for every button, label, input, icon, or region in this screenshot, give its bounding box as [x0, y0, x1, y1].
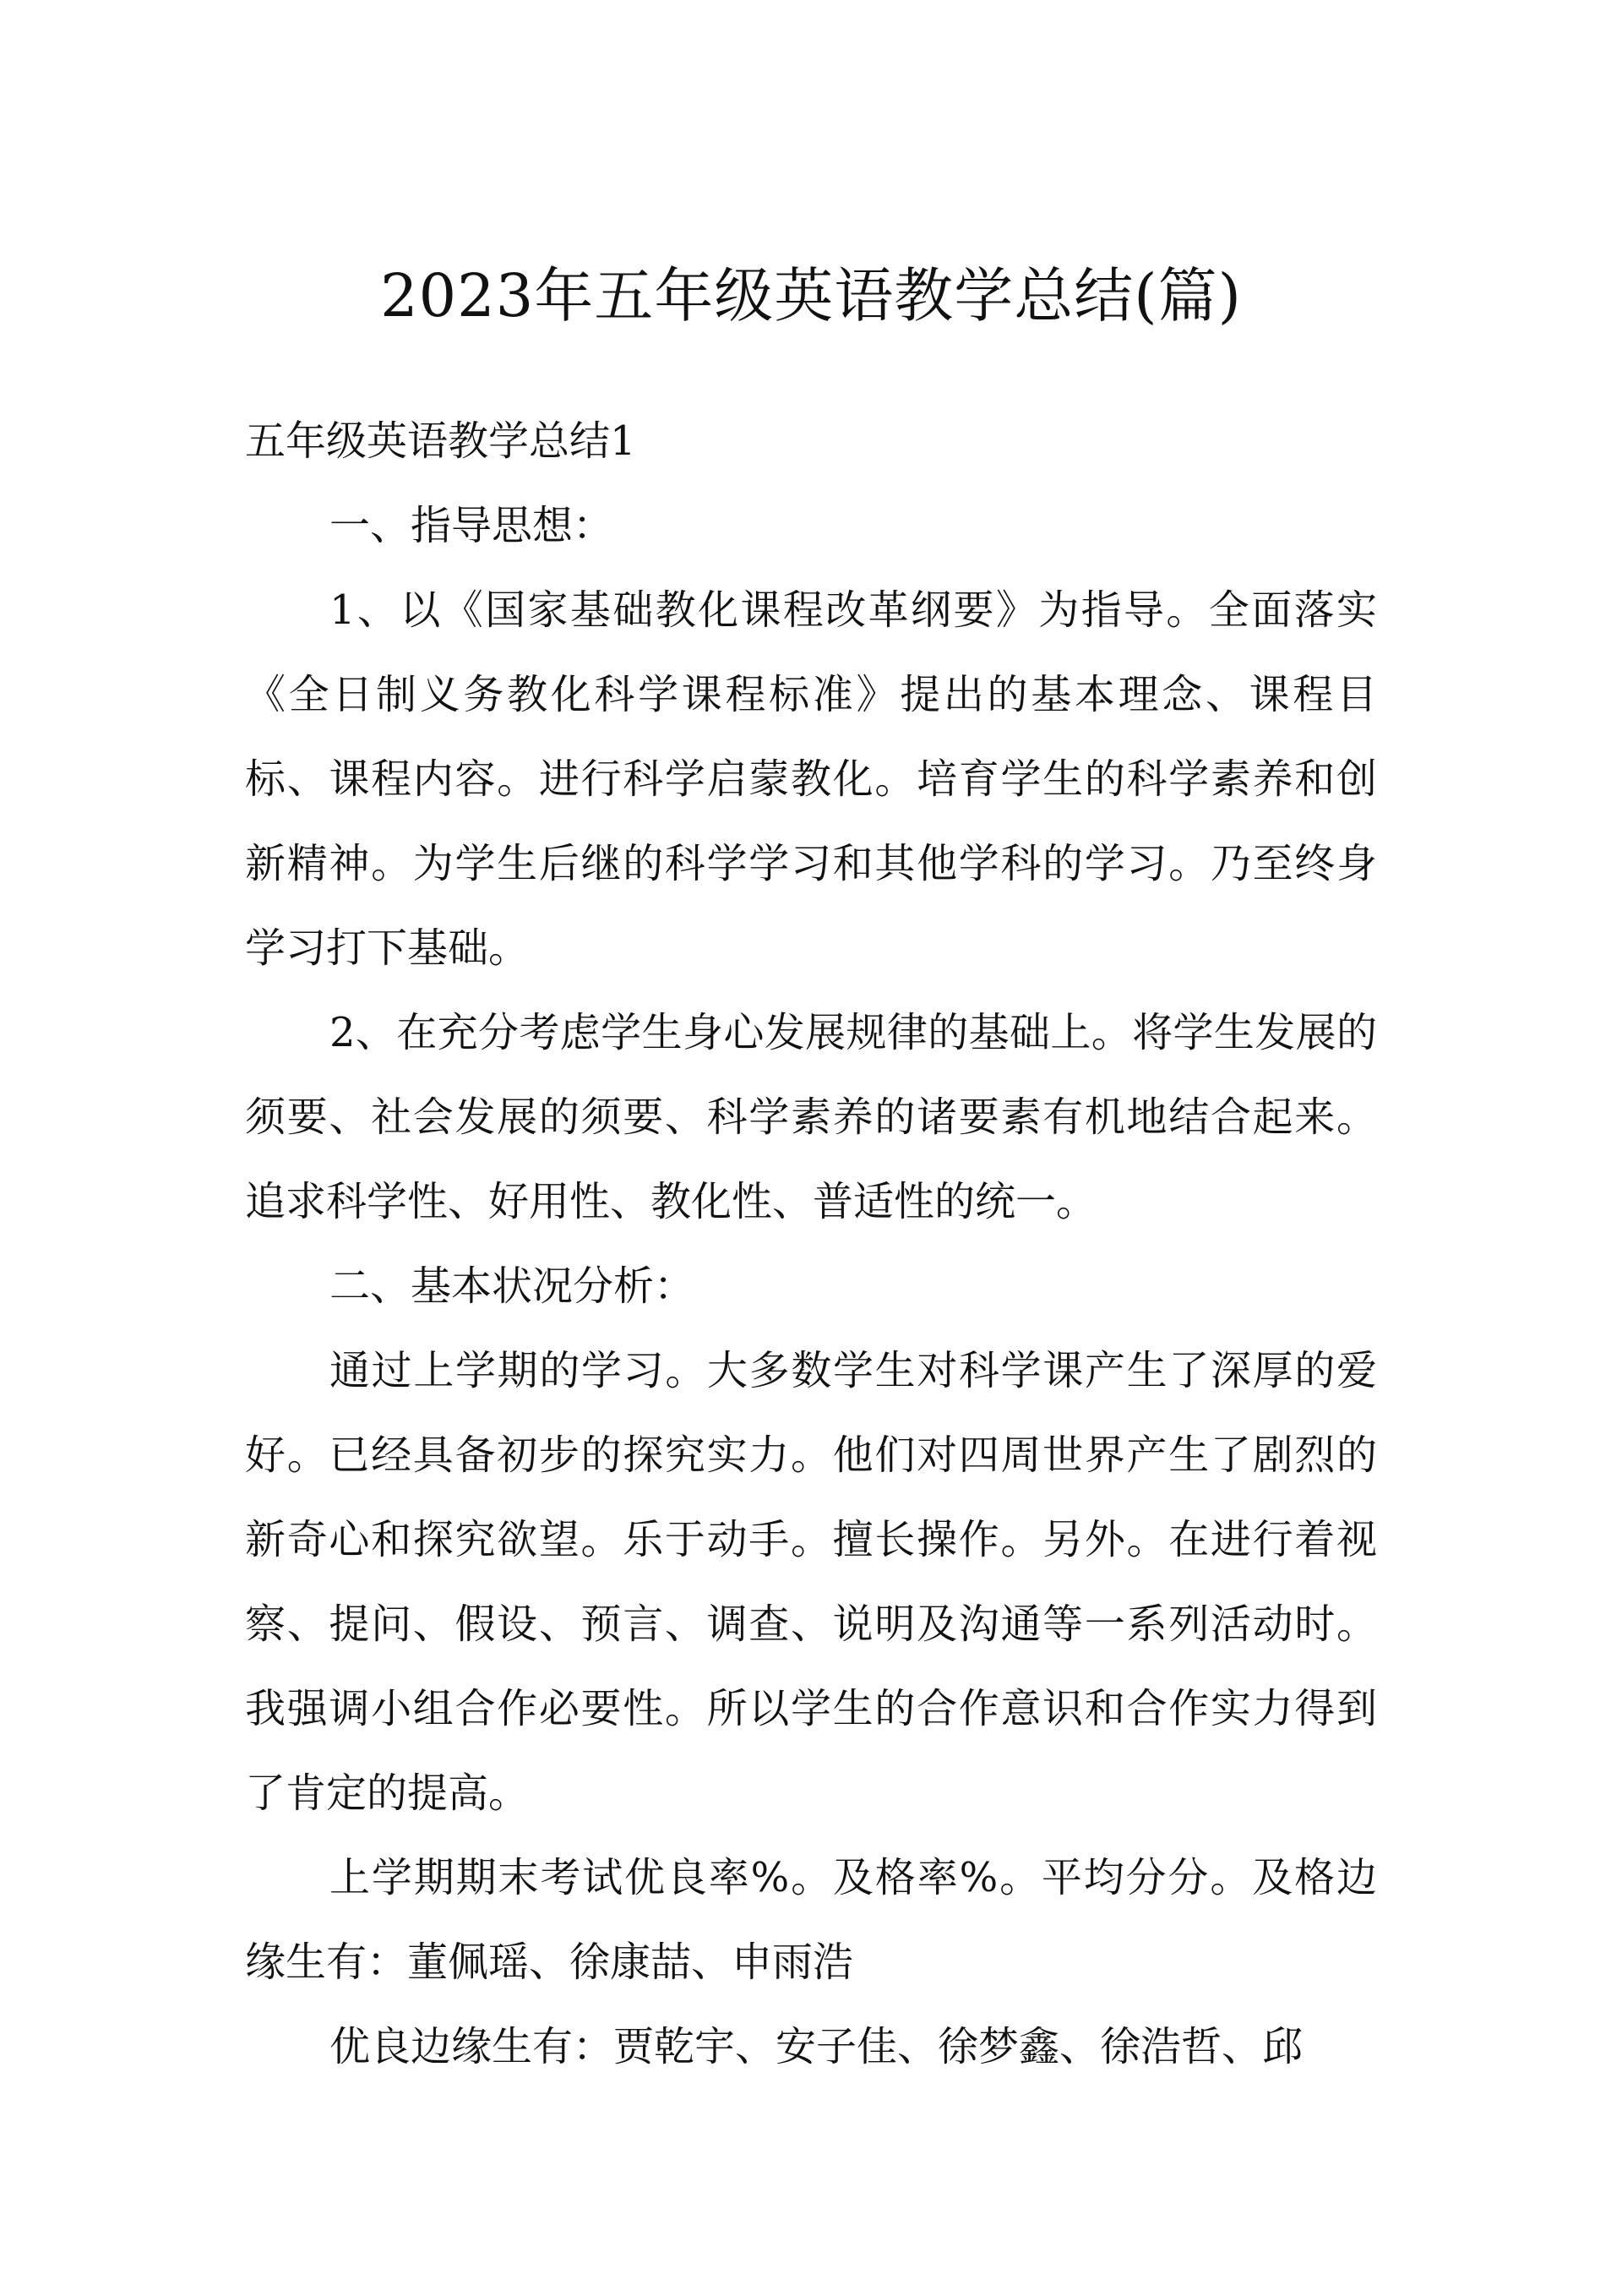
document-body — [245, 399, 1377, 2089]
paragraph-situation-analysis: 通过上学期的学习。大多数学生对科学课产生了深厚的爱好。已经具备初步的探究实力。他们对四周世界产生了剧烈的新奇心和探究欲望。乐于动手。擅长操作。另外。在进行着视察、提问、假设、预言、调查、说明及沟通等一系列活动时。我强调小组合作必要性。所以学生的合作意识和合作实力得到了肯定的提高。 — [245, 1347, 1377, 1817]
heading-basic-situation: 二、基本状况分析： — [329, 1263, 695, 1310]
paragraph-exam-results: 上学期期末考试优良率%。及格率%。平均分分。及格边缘生有：董佩瑶、徐康喆、申雨浩 — [245, 1854, 1377, 1986]
section-heading-summary-1: 五年级英语教学总结1 — [245, 417, 636, 465]
paragraph-guiding-point-2: 2、在充分考虑学生身心发展规律的基础上。将学生发展的须要、社会发展的须要、科学素养的诸要素有机地结合起来。追求科学性、好用性、教化性、普适性的统一。 — [245, 1009, 1377, 1225]
paragraph-guiding-point-1: 1、以《国家基础教化课程改革纲要》为指导。全面落实《全日制义务教化科学课程标准》提出的基本理念、课程目标、课程内容。进行科学启蒙教化。培育学生的科学素养和创新精神。为学生后继的科学学习和其他学科的学习。乃至终身学习打下基础。 — [245, 586, 1377, 972]
paragraph-good-borderline-students: 优良边缘生有：贾乾宇、安子佳、徐梦鑫、徐浩哲、邱 — [329, 2023, 1304, 2070]
document-title: 2023年五年级英语教学总结(篇) — [380, 261, 1242, 330]
heading-guiding-ideology: 一、指导思想： — [329, 502, 614, 549]
